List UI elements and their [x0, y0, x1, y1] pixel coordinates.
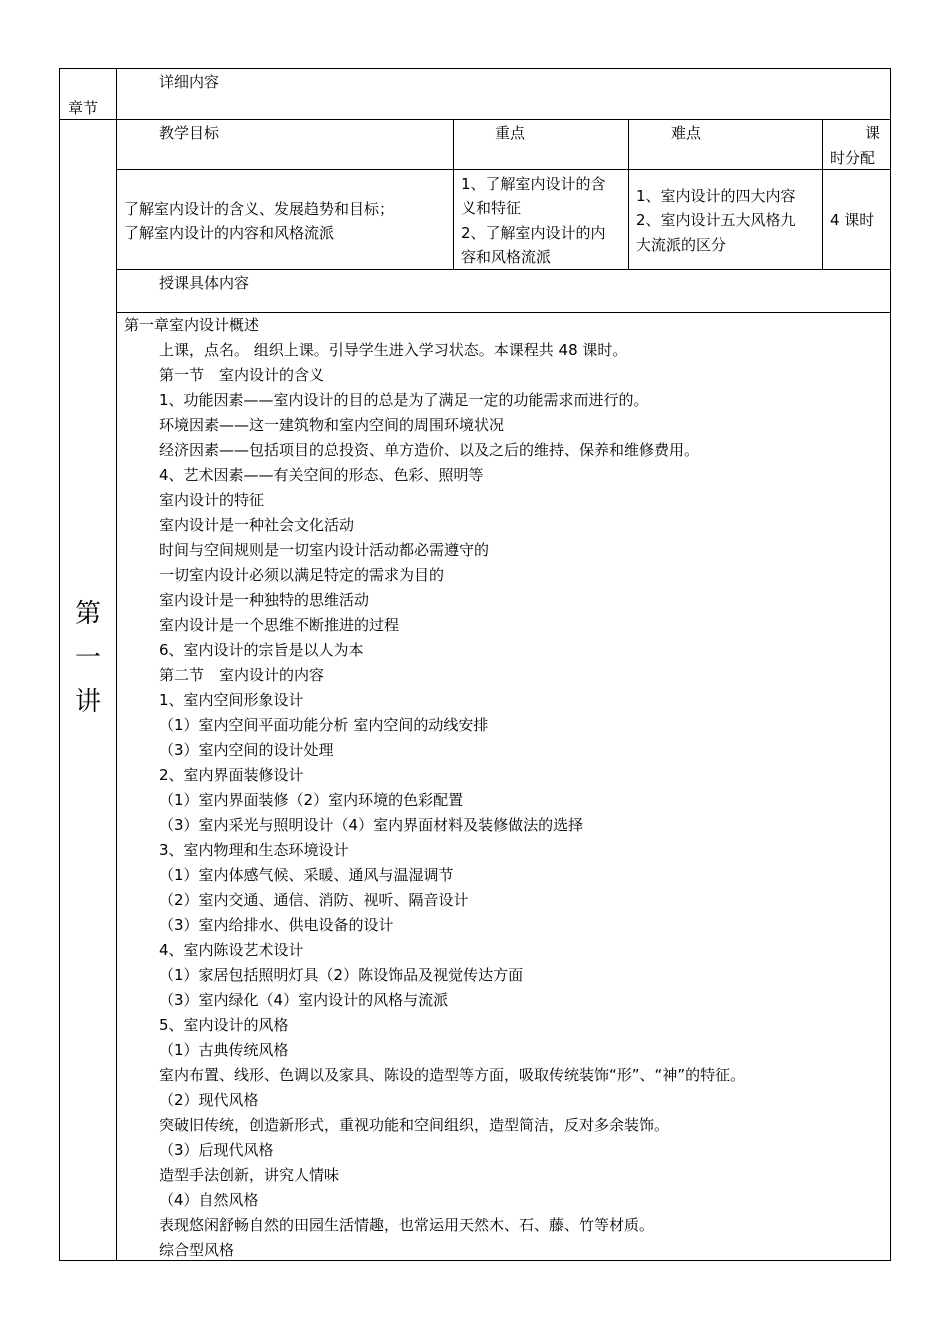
key-line-1: 1、了解室内设计的含 — [461, 175, 606, 193]
rule-top — [59, 68, 891, 69]
difficulty-line-2: 2、室内设计五大风格九 — [636, 211, 796, 229]
content-line: 一切室内设计必须以满足特定的需求为目的 — [159, 566, 445, 584]
lecture-char-2: 一 — [74, 643, 101, 673]
content-line: （1）古典传统风格 — [159, 1041, 289, 1059]
content-line: 室内布置、线形、色调以及家具、陈设的造型等方面，吸取传统装饰“形”、“神”的特征。 — [159, 1066, 746, 1084]
content-line: 室内设计的特征 — [159, 491, 265, 509]
key-line-4: 容和风格流派 — [461, 248, 552, 266]
content-line: 第一节 室内设计的含义 — [159, 366, 325, 384]
content-line: 1、功能因素——室内设计的目的总是为了满足一定的功能需求而进行的。 — [159, 391, 649, 409]
rule-after-header — [59, 119, 891, 120]
content-line: 环境因素——这一建筑物和室内空间的周围环境状况 — [159, 416, 505, 434]
content-line: 上课，点名。 组织上课。引导学生进入学习状态。本课程共 48 课时。 — [159, 341, 628, 359]
lecture-label — [60, 592, 116, 724]
content-line: 综合型风格 — [159, 1241, 235, 1259]
content-line: （1）室内空间平面功能分析 室内空间的动线安排 — [159, 716, 489, 734]
rule-goal-col — [453, 119, 454, 270]
detail-label: 详细内容 — [159, 73, 220, 91]
content-line: 1、室内空间形象设计 — [159, 691, 304, 709]
content-line: （4）自然风格 — [159, 1191, 259, 1209]
content-line: 室内设计是一种独特的思维活动 — [159, 591, 370, 609]
rule-key-col — [628, 119, 629, 270]
content-line: （3）后现代风格 — [159, 1141, 274, 1159]
content-line: 时间与空间规则是一切室内设计活动都必需遵守的 — [159, 541, 490, 559]
key-line-3: 2、了解室内设计的内 — [461, 224, 606, 242]
lecture-char-3: 讲 — [74, 687, 101, 717]
hours-header-line-2: 时分配 — [830, 149, 876, 167]
content-line: 造型手法创新，讲究人情味 — [159, 1166, 340, 1184]
rule-right — [890, 68, 891, 1261]
content-line: 6、室内设计的宗旨是以人为本 — [159, 641, 364, 659]
goal-line-1: 了解室内设计的含义、发展趋势和目标； — [124, 200, 395, 218]
goal-line-2: 了解室内设计的内容和风格流派 — [124, 224, 335, 242]
content-line: 4、艺术因素——有关空间的形态、色彩、照明等 — [159, 466, 484, 484]
content-line: （1）家居包括照明灯具（2）陈设饰品及视觉传达方面 — [159, 966, 524, 984]
goal-header: 教学目标 — [159, 124, 220, 142]
content-line: 5、室内设计的风格 — [159, 1016, 289, 1034]
content-line: 2、室内界面装修设计 — [159, 766, 304, 784]
content-line: 表现悠闲舒畅自然的田园生活情趣，也常运用天然木、石、藤、竹等材质。 — [159, 1216, 655, 1234]
key-header: 重点 — [495, 124, 526, 142]
content-line: 室内设计是一种社会文化活动 — [159, 516, 355, 534]
rule-after-goals-row — [116, 269, 891, 270]
content-line: （2）室内交通、通信、消防、视听、隔音设计 — [159, 891, 469, 909]
difficulty-line-3: 大流派的区分 — [636, 236, 727, 254]
content-line: （3）室内采光与照明设计（4）室内界面材料及装修做法的选择 — [159, 816, 584, 834]
lecture-char-1: 第 — [74, 599, 101, 629]
content-line: 室内设计是一个思维不断推进的过程 — [159, 616, 400, 634]
content-line: 第一章室内设计概述 — [124, 316, 260, 334]
content-line: （3）室内空间的设计处理 — [159, 741, 334, 759]
content-header: 授课具体内容 — [159, 274, 250, 292]
content-line: 经济因素——包括项目的总投资、单方造价、以及之后的维持、保养和维修费用。 — [159, 441, 700, 459]
difficulty-header: 难点 — [671, 124, 702, 142]
key-line-2: 义和特征 — [461, 199, 522, 217]
hours-header-line-1: 课 — [865, 124, 881, 142]
rule-after-goals-header — [116, 169, 891, 170]
content-line: 突破旧传统，创造新形式，重视功能和空间组织，造型简洁，反对多余装饰。 — [159, 1116, 670, 1134]
content-line: 第二节 室内设计的内容 — [159, 666, 325, 684]
content-line: （3）室内给排水、供电设备的设计 — [159, 916, 394, 934]
hours-value: 4 课时 — [830, 211, 875, 229]
rule-chapter-col — [116, 68, 117, 1261]
content-line: （2）现代风格 — [159, 1091, 259, 1109]
content-line: 3、室内物理和生态环境设计 — [159, 841, 349, 859]
content-line: （3）室内绿化（4）室内设计的风格与流派 — [159, 991, 449, 1009]
difficulty-line-1: 1、室内设计的四大内容 — [636, 187, 796, 205]
rule-difficulty-col — [822, 119, 823, 270]
content-line: （1）室内体感气候、采暖、通风与温湿调节 — [159, 866, 454, 884]
content-line: （1）室内界面装修（2）室内环境的色彩配置 — [159, 791, 464, 809]
content-line: 4、室内陈设艺术设计 — [159, 941, 304, 959]
chapter-label: 章节 — [68, 99, 99, 117]
